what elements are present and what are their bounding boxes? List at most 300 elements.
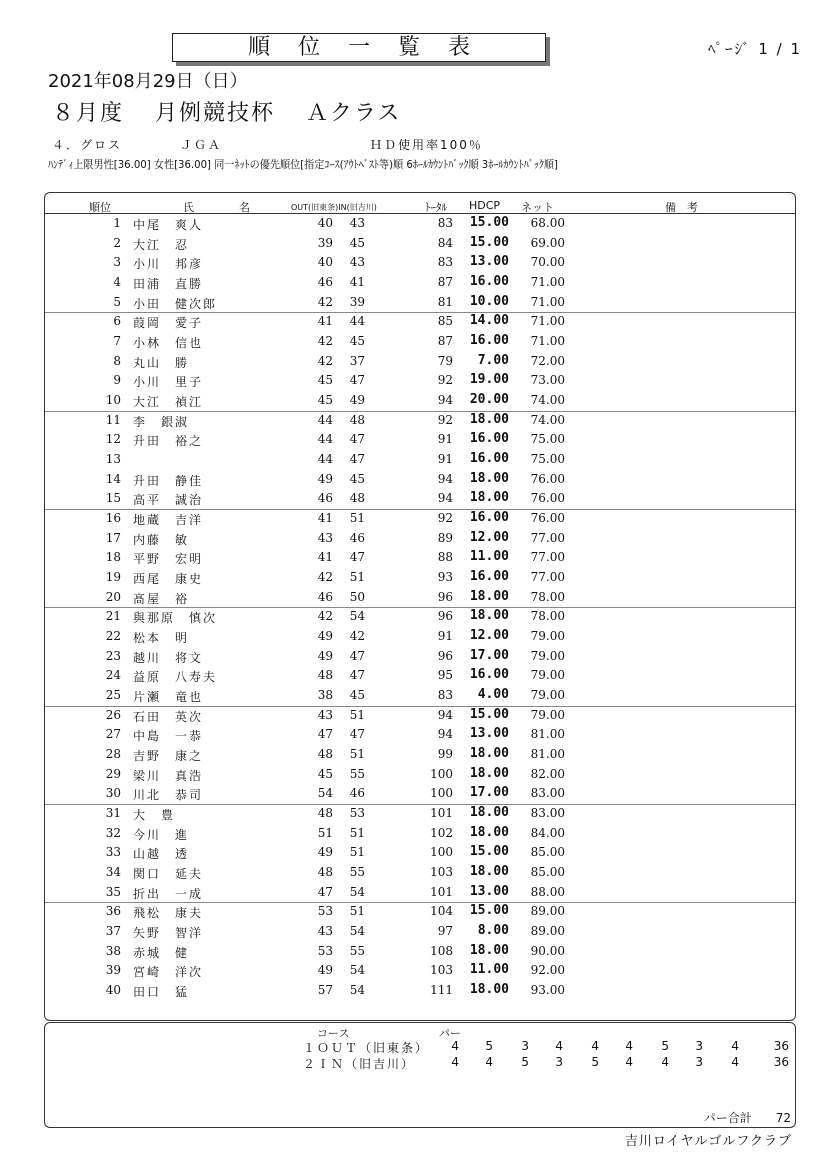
cell-in: 46 — [349, 786, 365, 801]
col-net: ネット — [521, 201, 554, 214]
cell-out: 42 — [317, 334, 333, 349]
cell-total: 100 — [430, 766, 453, 781]
cell-out: 41 — [317, 550, 333, 565]
cell-in: 48 — [349, 491, 365, 506]
table-row — [45, 588, 795, 608]
cell-name: 葭岡 愛子 — [133, 316, 204, 331]
cell-in: 51 — [349, 845, 365, 860]
hole-par: 4 — [731, 1055, 739, 1069]
cell-out: 41 — [317, 314, 333, 329]
cell-net: 68.00 — [530, 216, 565, 230]
table-row — [45, 745, 795, 765]
cell-total: 97 — [437, 924, 453, 939]
table-row — [45, 312, 795, 332]
table-row — [45, 922, 795, 942]
cell-hdcp: 16.00 — [469, 431, 509, 447]
cell-total: 85 — [437, 314, 453, 329]
cell-hdcp: 17.00 — [469, 647, 509, 663]
cell-total: 94 — [437, 471, 453, 486]
cell-in: 54 — [349, 884, 365, 899]
cell-rank: 31 — [105, 806, 121, 821]
table-row — [45, 529, 795, 549]
cell-name: 梁川 真浩 — [133, 768, 204, 783]
cell-net: 74.00 — [530, 393, 565, 408]
par-table — [44, 1022, 796, 1128]
cell-total: 101 — [430, 884, 453, 899]
cell-name: 松本 明 — [133, 631, 190, 646]
cell-rank: 11 — [105, 412, 121, 427]
cell-total: 96 — [437, 648, 453, 663]
cell-hdcp: 16.00 — [469, 451, 509, 467]
cell-in: 54 — [349, 924, 365, 939]
hole-par: 3 — [695, 1039, 703, 1053]
table-row — [45, 666, 795, 686]
cell-in: 50 — [349, 589, 365, 604]
table-row — [45, 253, 795, 273]
cell-rank: 13 — [105, 452, 121, 467]
cell-name: 地蔵 吉洋 — [133, 513, 204, 528]
cell-out: 48 — [317, 747, 333, 762]
cell-name: 髙屋 裕 — [133, 591, 190, 606]
page-number: ﾍﾟｰｼﾞ 1 / 1 — [708, 40, 802, 58]
cell-out: 39 — [317, 235, 333, 250]
cell-in: 53 — [349, 806, 365, 821]
cell-net: 76.00 — [530, 511, 565, 526]
table-row — [45, 293, 795, 313]
cell-hdcp: 18.00 — [469, 588, 509, 604]
cell-name: 小川 里子 — [133, 375, 204, 390]
table-row — [45, 470, 795, 490]
col-name-1: 氏 — [183, 201, 194, 214]
cell-hdcp: 8.00 — [477, 923, 509, 939]
table-row — [45, 352, 795, 372]
cell-net: 73.00 — [530, 373, 565, 388]
cell-rank: 39 — [105, 963, 121, 978]
cell-net: 85.00 — [530, 865, 565, 880]
cell-hdcp: 18.00 — [469, 805, 509, 821]
cell-in: 43 — [349, 255, 365, 270]
cell-name: 折出 一成 — [133, 886, 204, 901]
cell-rank: 7 — [113, 334, 121, 349]
cell-in: 51 — [349, 707, 365, 722]
cell-total: 84 — [437, 235, 453, 250]
cell-hdcp: 18.00 — [469, 411, 509, 427]
cell-rank: 24 — [105, 668, 121, 683]
cell-in: 51 — [349, 747, 365, 762]
cell-rank: 37 — [105, 924, 121, 939]
cell-in: 44 — [349, 314, 365, 329]
cell-rank: 29 — [105, 766, 121, 781]
cell-name: 大 豊 — [133, 808, 176, 823]
cell-net: 93.00 — [530, 983, 565, 998]
cell-out: 43 — [317, 530, 333, 545]
cell-name: 小田 健次郎 — [133, 296, 218, 311]
cell-in: 42 — [349, 629, 365, 644]
table-row — [45, 863, 795, 883]
cell-total: 94 — [437, 707, 453, 722]
cell-total: 104 — [430, 904, 453, 919]
cell-in: 47 — [349, 432, 365, 447]
cell-name: 升田 裕之 — [133, 434, 204, 449]
cell-net: 90.00 — [530, 943, 565, 958]
cell-hdcp: 19.00 — [469, 372, 509, 388]
cell-out: 42 — [317, 294, 333, 309]
cell-hdcp: 11.00 — [469, 549, 509, 565]
cell-total: 100 — [430, 786, 453, 801]
col-total: ﾄｰﾀﾙ — [425, 201, 447, 214]
cell-in: 46 — [349, 530, 365, 545]
cell-hdcp: 17.00 — [469, 785, 509, 801]
table-row — [45, 509, 795, 529]
cell-hdcp: 16.00 — [469, 667, 509, 683]
event-class: Ａクラス — [306, 101, 402, 126]
cell-hdcp: 18.00 — [469, 470, 509, 486]
cell-name: 吉野 康之 — [133, 749, 204, 764]
cell-hdcp: 18.00 — [469, 490, 509, 506]
cell-in: 47 — [349, 727, 365, 742]
cell-rank: 28 — [105, 747, 121, 762]
cell-name: 田口 猛 — [133, 985, 190, 1000]
cell-rank: 5 — [113, 294, 121, 309]
course-name: １ＯＵＴ（旧東条） — [303, 1041, 430, 1055]
cell-name: 大江 禎江 — [133, 395, 204, 410]
cell-rank: 1 — [113, 216, 121, 230]
table-row — [45, 902, 795, 922]
cell-hdcp: 20.00 — [469, 392, 509, 408]
cell-name: 片瀬 竜也 — [133, 690, 204, 705]
cell-out: 49 — [317, 471, 333, 486]
club-name: 吉川ロイヤルゴルフクラブ — [624, 1134, 792, 1149]
cell-total: 83 — [437, 688, 453, 703]
event-title — [52, 96, 423, 127]
cell-total: 92 — [437, 412, 453, 427]
cell-net: 70.00 — [530, 255, 565, 270]
table-row — [45, 706, 795, 726]
cell-name: 小林 信也 — [133, 336, 204, 351]
cell-name: 矢野 智洋 — [133, 926, 204, 941]
cell-name: 升田 静佳 — [133, 473, 204, 488]
table-row — [45, 430, 795, 450]
table-row — [45, 332, 795, 352]
event-name: 月例競技杯 — [155, 101, 276, 126]
cell-out: 57 — [317, 983, 333, 998]
cell-in: 48 — [349, 412, 365, 427]
cell-hdcp: 18.00 — [469, 765, 509, 781]
cell-total: 103 — [430, 865, 453, 880]
cell-name: 小川 邦彦 — [133, 257, 204, 272]
cell-hdcp: 15.00 — [469, 844, 509, 860]
cell-hdcp: 18.00 — [469, 942, 509, 958]
cell-hdcp: 15.00 — [469, 215, 509, 230]
cell-total: 91 — [437, 452, 453, 467]
cell-name: 川北 恭司 — [133, 788, 204, 803]
cell-net: 83.00 — [530, 786, 565, 801]
cell-out: 45 — [317, 766, 333, 781]
cell-out: 43 — [317, 924, 333, 939]
cell-hdcp: 13.00 — [469, 726, 509, 742]
par-label: パー — [439, 1027, 461, 1040]
table-row — [45, 607, 795, 627]
table-row — [45, 824, 795, 844]
cell-in: 45 — [349, 235, 365, 250]
par-row — [45, 1039, 795, 1055]
cell-rank: 18 — [105, 550, 121, 565]
cell-in: 47 — [349, 452, 365, 467]
par-course-label: コース — [317, 1027, 350, 1040]
cell-total: 94 — [437, 727, 453, 742]
cell-name: 高平 誠治 — [133, 493, 204, 508]
cell-name: 中尾 爽人 — [133, 218, 204, 232]
cell-total: 94 — [437, 491, 453, 506]
hole-par: 3 — [695, 1055, 703, 1069]
cell-rank: 6 — [113, 314, 121, 329]
cell-net: 74.00 — [530, 412, 565, 427]
cell-hdcp: 18.00 — [469, 608, 509, 624]
table-row — [45, 765, 795, 785]
cell-in: 47 — [349, 550, 365, 565]
cell-out: 40 — [317, 255, 333, 270]
cell-in: 54 — [349, 963, 365, 978]
cell-in: 45 — [349, 334, 365, 349]
cell-total: 87 — [437, 275, 453, 289]
cell-name: 平野 宏明 — [133, 552, 204, 567]
cell-in: 51 — [349, 825, 365, 840]
table-row — [45, 981, 795, 1001]
cell-in: 51 — [349, 570, 365, 585]
hole-par: 5 — [485, 1039, 493, 1053]
cell-out: 51 — [317, 825, 333, 840]
cell-net: 72.00 — [530, 353, 565, 368]
cell-hdcp: 4.00 — [477, 687, 509, 703]
hole-par: 4 — [625, 1055, 633, 1069]
cell-total: 103 — [430, 963, 453, 978]
cell-rank: 14 — [105, 471, 121, 486]
hole-par: 4 — [485, 1055, 493, 1069]
cell-net: 79.00 — [530, 629, 565, 644]
cell-hdcp: 12.00 — [469, 529, 509, 545]
cell-net: 71.00 — [530, 314, 565, 329]
cell-rank: 34 — [105, 865, 121, 880]
cell-rank: 23 — [105, 648, 121, 663]
cell-in: 47 — [349, 648, 365, 663]
cell-in: 55 — [349, 766, 365, 781]
hole-par: 4 — [591, 1039, 599, 1053]
par-total-label: パー合計 — [703, 1111, 752, 1125]
results-table — [44, 192, 796, 1021]
cell-net: 76.00 — [530, 471, 565, 486]
cell-in: 45 — [349, 471, 365, 486]
cell-hdcp: 15.00 — [469, 706, 509, 722]
col-remarks: 備 考 — [665, 201, 698, 214]
cell-name: 西尾 康史 — [133, 572, 204, 587]
cell-net: 81.00 — [530, 747, 565, 762]
cell-hdcp: 18.00 — [469, 982, 509, 998]
cell-total: 91 — [437, 629, 453, 644]
cell-total: 102 — [430, 825, 453, 840]
cell-rank: 32 — [105, 825, 121, 840]
cell-net: 71.00 — [530, 294, 565, 309]
table-row — [45, 371, 795, 391]
cell-out: 42 — [317, 609, 333, 624]
cell-rank: 35 — [105, 884, 121, 899]
cell-out: 44 — [317, 452, 333, 467]
cell-out: 48 — [317, 806, 333, 821]
cell-in: 37 — [349, 353, 365, 368]
cell-total: 92 — [437, 511, 453, 526]
handicap-system: ＪＧＡ — [180, 138, 223, 152]
table-row — [45, 843, 795, 863]
hole-par: 3 — [555, 1055, 563, 1069]
hole-par: 5 — [591, 1055, 599, 1069]
cell-total: 81 — [437, 294, 453, 309]
col-out-in: OUT(旧東条)IN(旧吉川) — [291, 203, 377, 212]
cell-out: 46 — [317, 491, 333, 506]
cell-out: 38 — [317, 688, 333, 703]
cell-total: 94 — [437, 393, 453, 408]
cell-name: 今川 進 — [133, 827, 190, 842]
table-row — [45, 725, 795, 745]
cell-in: 39 — [349, 294, 365, 309]
cell-hdcp: 12.00 — [469, 628, 509, 644]
cell-in: 41 — [349, 275, 365, 289]
col-rank: 順位 — [89, 201, 111, 214]
cell-in: 45 — [349, 688, 365, 703]
cell-rank: 19 — [105, 570, 121, 585]
cell-out: 40 — [317, 216, 333, 230]
cell-in: 43 — [349, 216, 365, 230]
course-par-total: 36 — [773, 1055, 789, 1069]
cell-name: 内藤 敏 — [133, 532, 190, 547]
cell-net: 77.00 — [530, 570, 565, 585]
hole-par: 4 — [451, 1039, 459, 1053]
cell-total: 111 — [430, 983, 453, 998]
cell-name: 與那原 慎次 — [133, 611, 218, 626]
cell-total: 100 — [430, 845, 453, 860]
table-row — [45, 627, 795, 647]
cell-net: 85.00 — [530, 845, 565, 860]
hole-par: 4 — [555, 1039, 563, 1053]
cell-name: 山越 透 — [133, 847, 190, 862]
cell-net: 75.00 — [530, 432, 565, 447]
cell-out: 49 — [317, 648, 333, 663]
col-hdcp: HDCP — [469, 199, 501, 212]
cell-rank: 22 — [105, 629, 121, 644]
table-row — [45, 961, 795, 981]
cell-rank: 27 — [105, 727, 121, 742]
cell-out: 44 — [317, 432, 333, 447]
cell-rank: 3 — [113, 255, 121, 270]
tiebreak-rules: ﾊﾝﾃﾞｨ上限男性[36.00] 女性[36.00] 同一ﾈｯﾄの優先順位[指定ｺｰｽ(ｱｳﾄﾍﾞｽﾄ等)順 6ﾎｰﾙｶｳﾝﾄﾊﾞｯｸ順 3ﾎｰﾙｶｳﾝﾄﾊﾞｯｸ順] — [48, 158, 558, 171]
cell-out: 46 — [317, 275, 333, 289]
cell-name: 大江 忍 — [133, 237, 190, 252]
cell-rank: 21 — [105, 609, 121, 624]
cell-net: 78.00 — [530, 609, 565, 624]
cell-net: 82.00 — [530, 766, 565, 781]
hole-par: 4 — [625, 1039, 633, 1053]
cell-net: 71.00 — [530, 275, 565, 289]
cell-in: 51 — [349, 511, 365, 526]
cell-net: 89.00 — [530, 924, 565, 939]
cell-in: 49 — [349, 393, 365, 408]
cell-rank: 26 — [105, 707, 121, 722]
cell-total: 79 — [437, 353, 453, 368]
par-total — [704, 1109, 791, 1126]
table-row — [45, 804, 795, 824]
cell-rank: 40 — [105, 983, 121, 998]
cell-total: 88 — [437, 550, 453, 565]
table-row — [45, 450, 795, 470]
cell-total: 91 — [437, 432, 453, 447]
cell-total: 108 — [430, 943, 453, 958]
cell-in: 55 — [349, 865, 365, 880]
cell-out: 49 — [317, 963, 333, 978]
cell-rank: 16 — [105, 511, 121, 526]
cell-net: 78.00 — [530, 589, 565, 604]
hole-par: 5 — [521, 1055, 529, 1069]
table-row — [45, 391, 795, 411]
cell-out: 41 — [317, 511, 333, 526]
cell-rank: 17 — [105, 530, 121, 545]
table-row — [45, 686, 795, 706]
cell-total: 99 — [437, 747, 453, 762]
cell-net: 81.00 — [530, 727, 565, 742]
cell-hdcp: 15.00 — [469, 903, 509, 919]
cell-net: 79.00 — [530, 648, 565, 663]
cell-hdcp: 7.00 — [477, 352, 509, 368]
cell-hdcp: 15.00 — [469, 234, 509, 250]
cell-hdcp: 14.00 — [469, 313, 509, 329]
cell-hdcp: 13.00 — [469, 254, 509, 270]
cell-rank: 30 — [105, 786, 121, 801]
cell-total: 101 — [430, 806, 453, 821]
cell-net: 92.00 — [530, 963, 565, 978]
cell-rank: 25 — [105, 688, 121, 703]
hole-par: 3 — [521, 1039, 529, 1053]
course-par-total: 36 — [773, 1039, 789, 1053]
cell-out: 53 — [317, 943, 333, 958]
cell-total: 92 — [437, 373, 453, 388]
page-title: 順位一覧表 — [172, 33, 546, 62]
cell-hdcp: 16.00 — [469, 333, 509, 349]
cell-hdcp: 18.00 — [469, 824, 509, 840]
cell-total: 96 — [437, 609, 453, 624]
cell-out: 49 — [317, 629, 333, 644]
cell-hdcp: 18.00 — [469, 864, 509, 880]
cell-out: 48 — [317, 668, 333, 683]
cell-out: 48 — [317, 865, 333, 880]
event-date: 2021年08月29日（日） — [48, 71, 248, 92]
cell-net: 69.00 — [530, 235, 565, 250]
table-row — [45, 411, 795, 431]
cell-net: 77.00 — [530, 550, 565, 565]
table-row — [45, 568, 795, 588]
cell-net: 76.00 — [530, 491, 565, 506]
cell-net: 79.00 — [530, 707, 565, 722]
cell-hdcp: 13.00 — [469, 883, 509, 899]
cell-rank: 15 — [105, 491, 121, 506]
cell-rank: 12 — [105, 432, 121, 447]
cell-out: 54 — [317, 786, 333, 801]
cell-net: 84.00 — [530, 825, 565, 840]
cell-rank: 2 — [113, 235, 121, 250]
cell-out: 47 — [317, 727, 333, 742]
cell-out: 45 — [317, 373, 333, 388]
cell-total: 96 — [437, 589, 453, 604]
cell-name: 越川 将文 — [133, 650, 204, 665]
event-month: ８月度 — [52, 101, 125, 126]
cell-total: 93 — [437, 570, 453, 585]
cell-out: 45 — [317, 393, 333, 408]
